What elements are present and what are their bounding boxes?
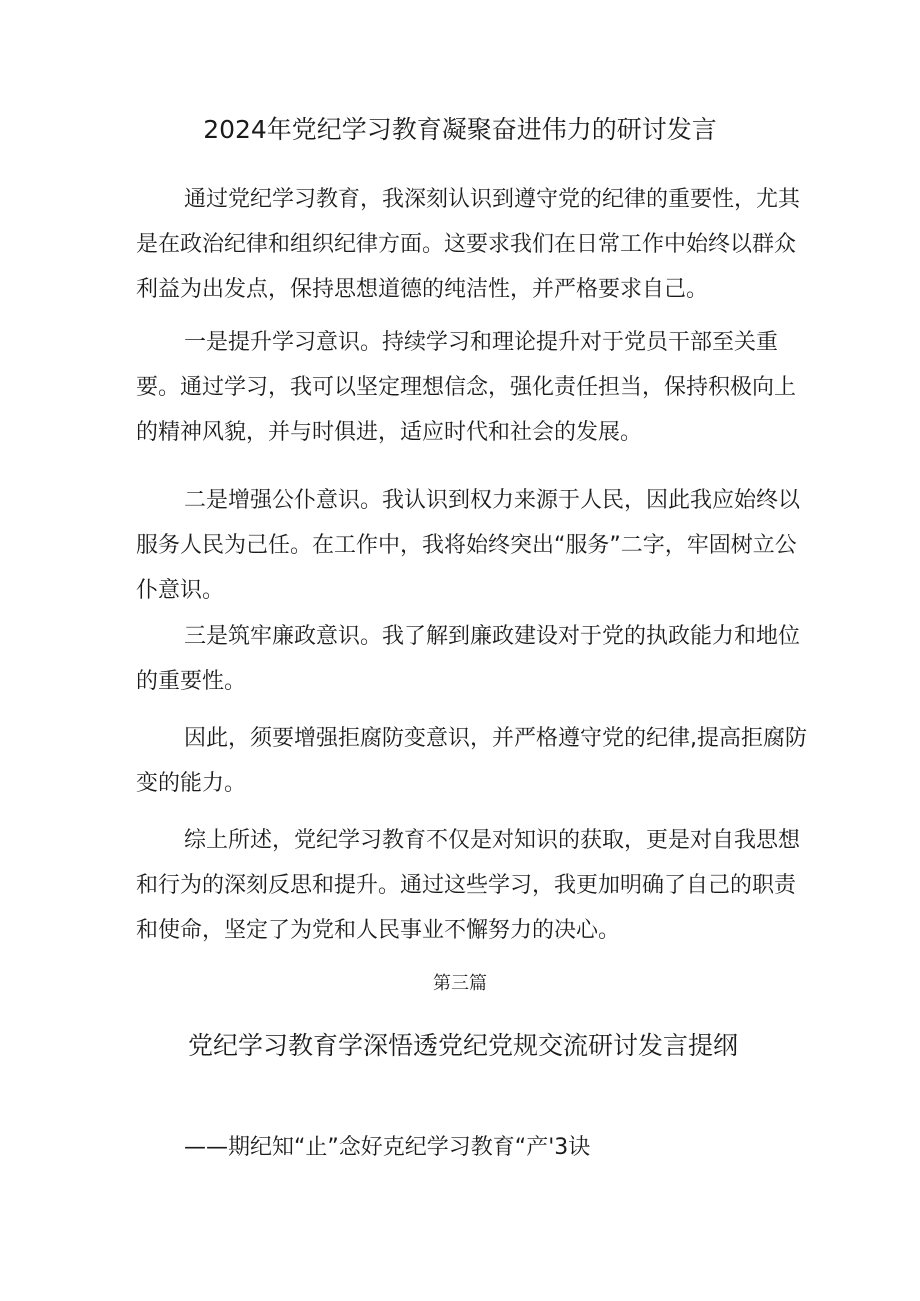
paragraph-conclusion: 综上所述，党纪学习教育不仅是对知识的获取，更是对自我思想和行为的深刻反思和提升。通过这些学习，我更加明确了自己的职责和使命，坚定了为党和人民事业不懈努力的决心。 <box>136 828 801 943</box>
paragraph-point-three: 三是筑牢廉政意识。我了解到廉政建设对于党的执政能力和地位的重要性。 <box>136 624 801 694</box>
section-label: 第三篇 <box>433 973 487 994</box>
paragraph-point-one: 一是提升学习意识。持续学习和理论提升对于党员干部至关重要。通过学习，我可以坚定理想信念，强化责任担当，保持积极向上的精神风貌，并与时俱进，适应时代和社会的发展。 <box>136 330 797 445</box>
second-document-title: 党纪学习教育学深悟透党纪党规交流研讨发言提纲 <box>187 1031 738 1060</box>
second-document-subtitle: ——期纪知“止”念好克纪学习教育“产'3诀 <box>184 1135 591 1160</box>
paragraph-intro: 通过党纪学习教育，我深刻认识到遵守党的纪律的重要性，尤其是在政治纪律和组织纪律方面。这要求我们在日常工作中始终以群众利益为出发点，保持思想道德的纯洁性，并严格要求自己。 <box>136 187 801 302</box>
document-title: 2024年党纪学习教育凝聚奋进伟力的研讨发言 <box>203 115 717 144</box>
paragraph-point-two: 二是增强公仆意识。我认识到权力来源于人民，因此我应始终以服务人民为己任。在工作中，我将始终突出“服务”二字，牢固树立公仆意识。 <box>136 488 801 603</box>
paragraph-therefore: 因此，须要增强拒腐防变意识，并严格遵守党的纪律,提高拒腐防变的能力。 <box>136 726 807 796</box>
